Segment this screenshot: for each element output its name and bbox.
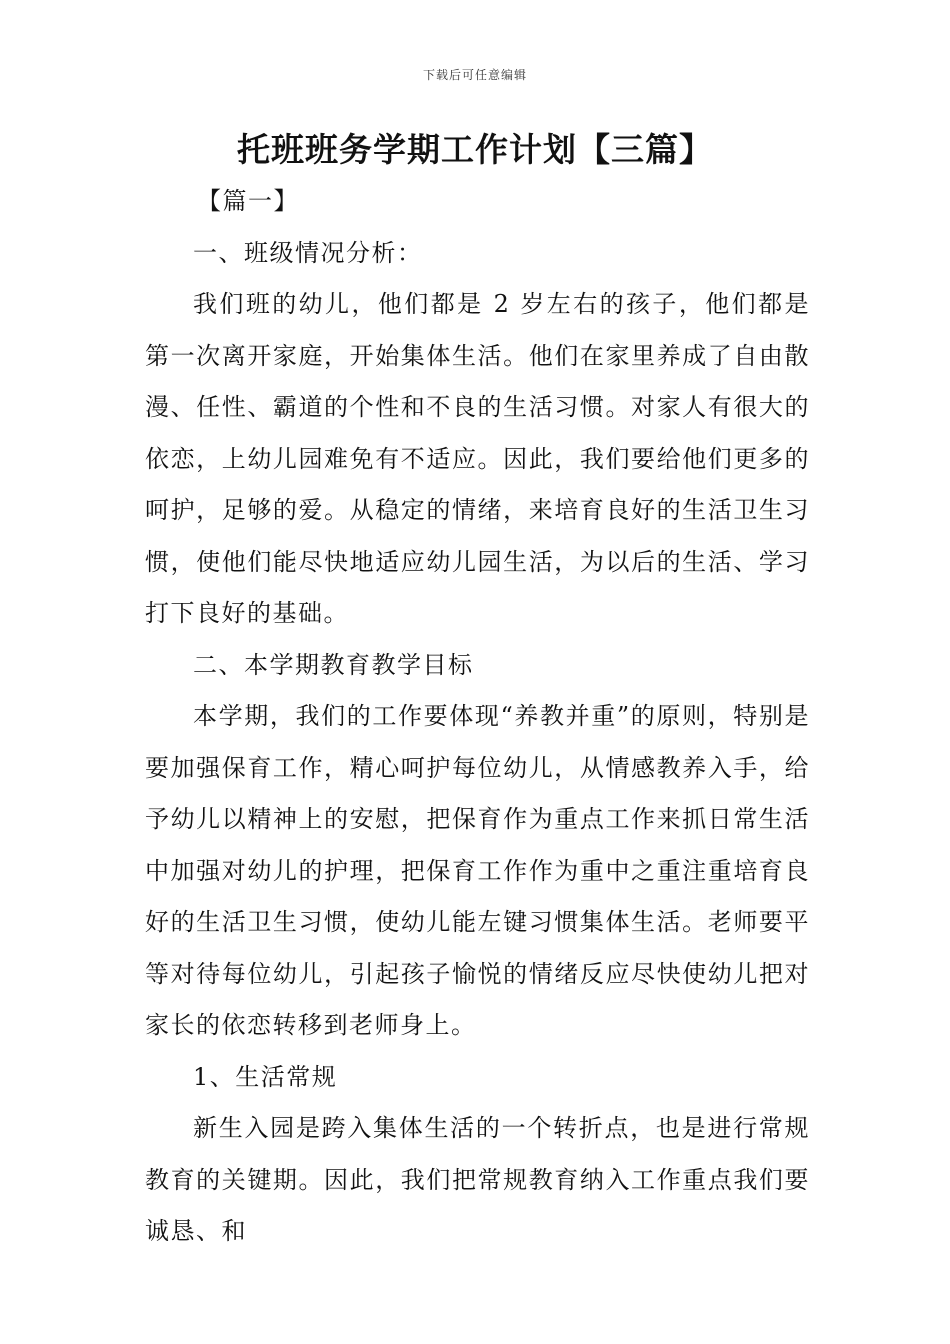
section-heading-daily-routine: 1、生活常规	[193, 1062, 338, 1091]
paragraph-daily-routine: 新生入园是跨入集体生活的一个转折点，也是进行常规教育的关键期。因此，我们把常规教育纳入工作重点我们要诚恳、和	[145, 1114, 810, 1245]
document-title: 托班班务学期工作计划【三篇】	[237, 130, 713, 169]
section-heading-teaching-goals: 二、本学期教育教学目标	[193, 650, 474, 679]
section-heading-class-analysis: 一、班级情况分析：	[193, 238, 423, 267]
section-tag: 【篇一】	[197, 187, 299, 215]
paragraph-class-analysis: 我们班的幼儿，他们都是 2 岁左右的孩子，他们都是第一次离开家庭，开始集体生活。他们在家里养成了自由散漫、任性、霸道的个性和不良的生活习惯。对家人有很大的依恋，上幼儿园难免有不适应。因此，我们要给他们更多的呵护，足够的爱。从稳定的情绪，来培育良好的生活卫生习惯，使他们能尽快地适应幼儿园生活，为以后的生活、学习打下良好的基础。	[145, 290, 810, 627]
header-note: 下载后可任意编辑	[422, 68, 527, 82]
document-body	[145, 176, 810, 1258]
paragraph-teaching-goals: 本学期，我们的工作要体现“养教并重”的原则，特别是要加强保育工作，精心呵护每位幼儿，从情感教养入手，给予幼儿以精神上的安慰，把保育作为重点工作来抓日常生活中加强对幼儿的护理，把保育工作作为重中之重注重培育良好的生活卫生习惯，使幼儿能左键习惯集体生活。老师要平等对待每位幼儿，引起孩子愉悦的情绪反应尽快使幼儿把对家长的依恋转移到老师身上。	[145, 702, 810, 1039]
